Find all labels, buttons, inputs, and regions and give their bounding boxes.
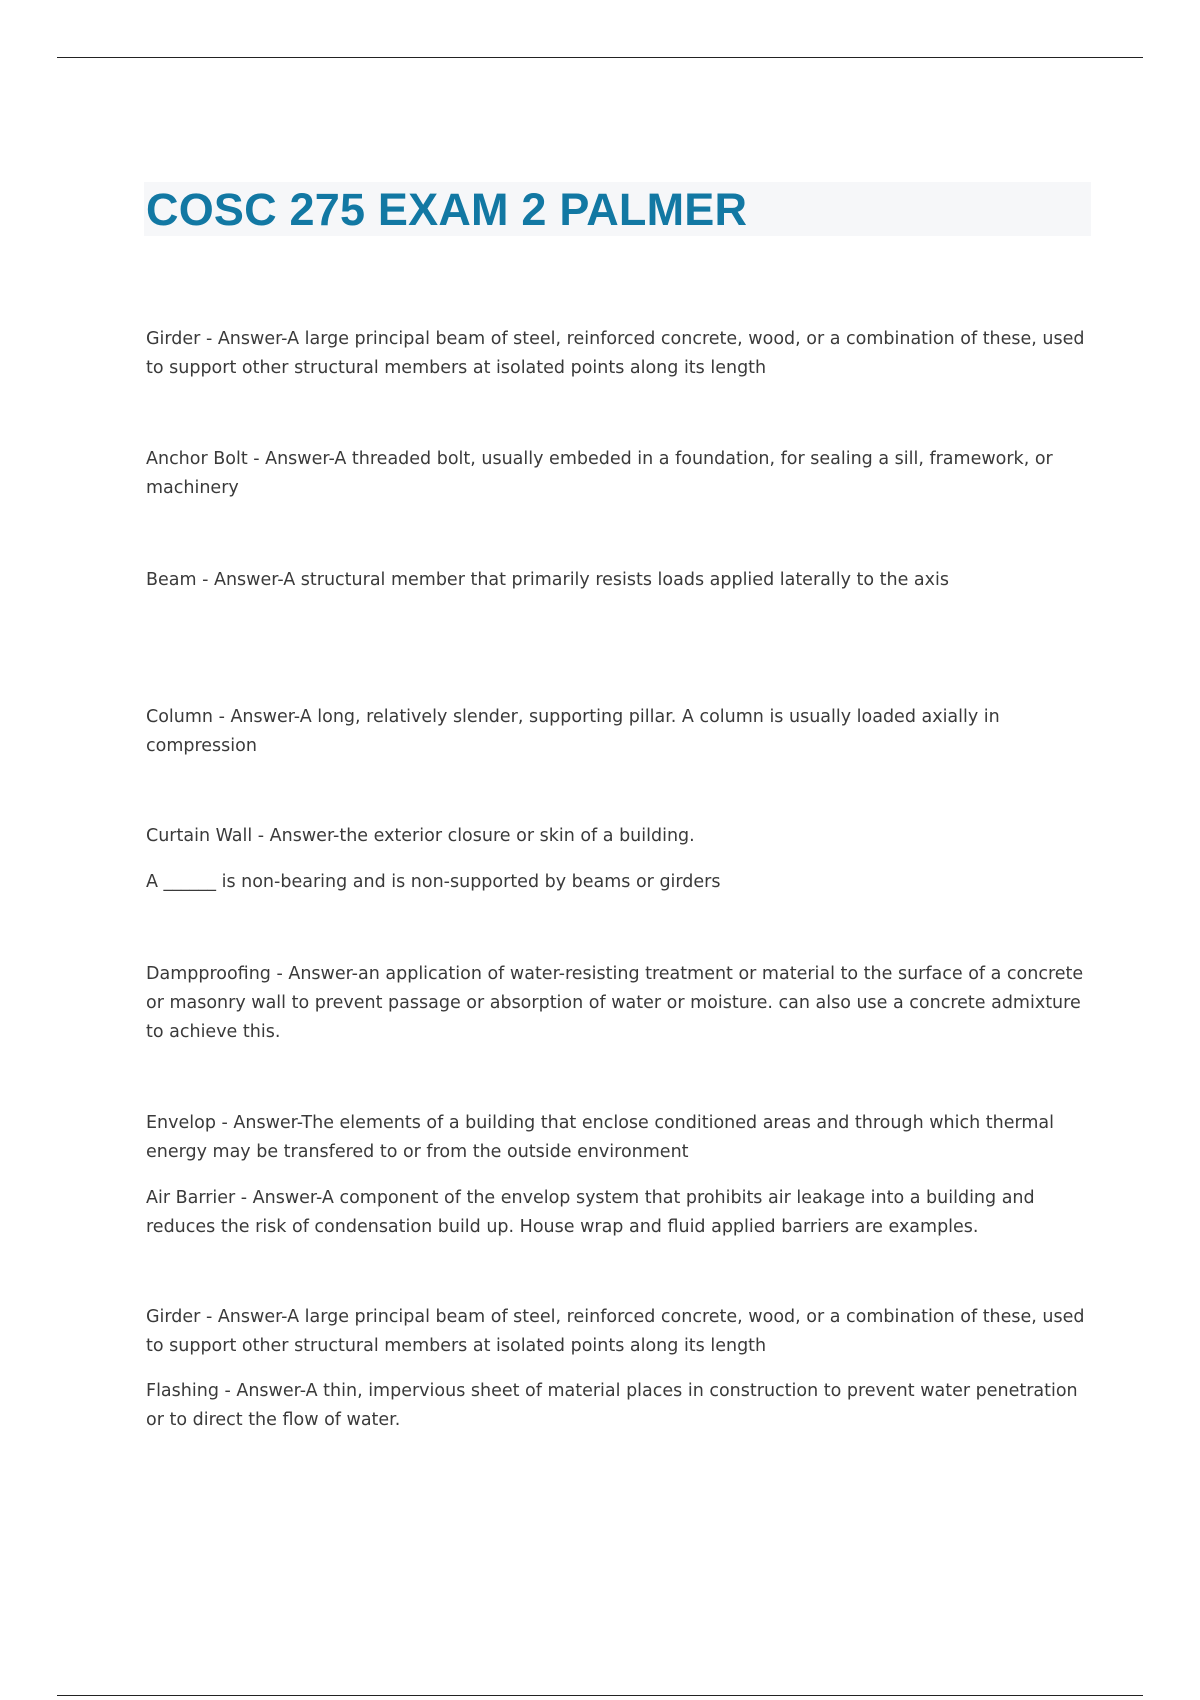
entry-girder: Girder - Answer-A large principal beam of steel, reinforced concrete, wood, or a combination of these, used to support other structural members at isolated points along its length bbox=[146, 329, 1085, 378]
entry-envelop: Envelop - Answer-The elements of a building that enclose conditioned areas and through which thermal energy may be transfered to or from the outside environment bbox=[146, 1113, 1055, 1162]
entry-girder-repeat: Girder - Answer-A large principal beam of steel, reinforced concrete, wood, or a combination of these, used to support other structural members at isolated points along its length bbox=[146, 1307, 1085, 1356]
top-rule bbox=[57, 57, 1143, 58]
entry-dampproofing: Dampproofing - Answer-an application of water-resisting treatment or material to the surface of a concrete or masonry wall to prevent passage or absorption of water or moisture. can also use a concrete admixture to achieve this. bbox=[146, 964, 1084, 1042]
entry-curtain-wall: Curtain Wall - Answer-the exterior closure or skin of a building. bbox=[146, 826, 695, 846]
entry-flashing: Flashing - Answer-A thin, impervious sheet of material places in construction to prevent water penetration or to direct the flow of water. bbox=[146, 1381, 1078, 1430]
document-title: COSC 275 EXAM 2 PALMER bbox=[146, 184, 748, 235]
entry-air-barrier: Air Barrier - Answer-A component of the envelop system that prohibits air leakage into a building and reduces the risk of condensation build up. House wrap and fluid applied barriers are examples. bbox=[146, 1188, 1035, 1237]
entry-beam: Beam - Answer-A structural member that primarily resists loads applied laterally to the axis bbox=[146, 570, 949, 590]
entry-column: Column - Answer-A long, relatively slender, supporting pillar. A column is usually loaded axially in compression bbox=[146, 707, 1000, 756]
entry-anchor-bolt: Anchor Bolt - Answer-A threaded bolt, usually embeded in a foundation, for sealing a sill, framework, or machinery bbox=[146, 449, 1053, 498]
entry-curtain-wall-fill-in: A ______ is non-bearing and is non-supported by beams or girders bbox=[146, 872, 721, 892]
bottom-rule bbox=[57, 1695, 1143, 1696]
